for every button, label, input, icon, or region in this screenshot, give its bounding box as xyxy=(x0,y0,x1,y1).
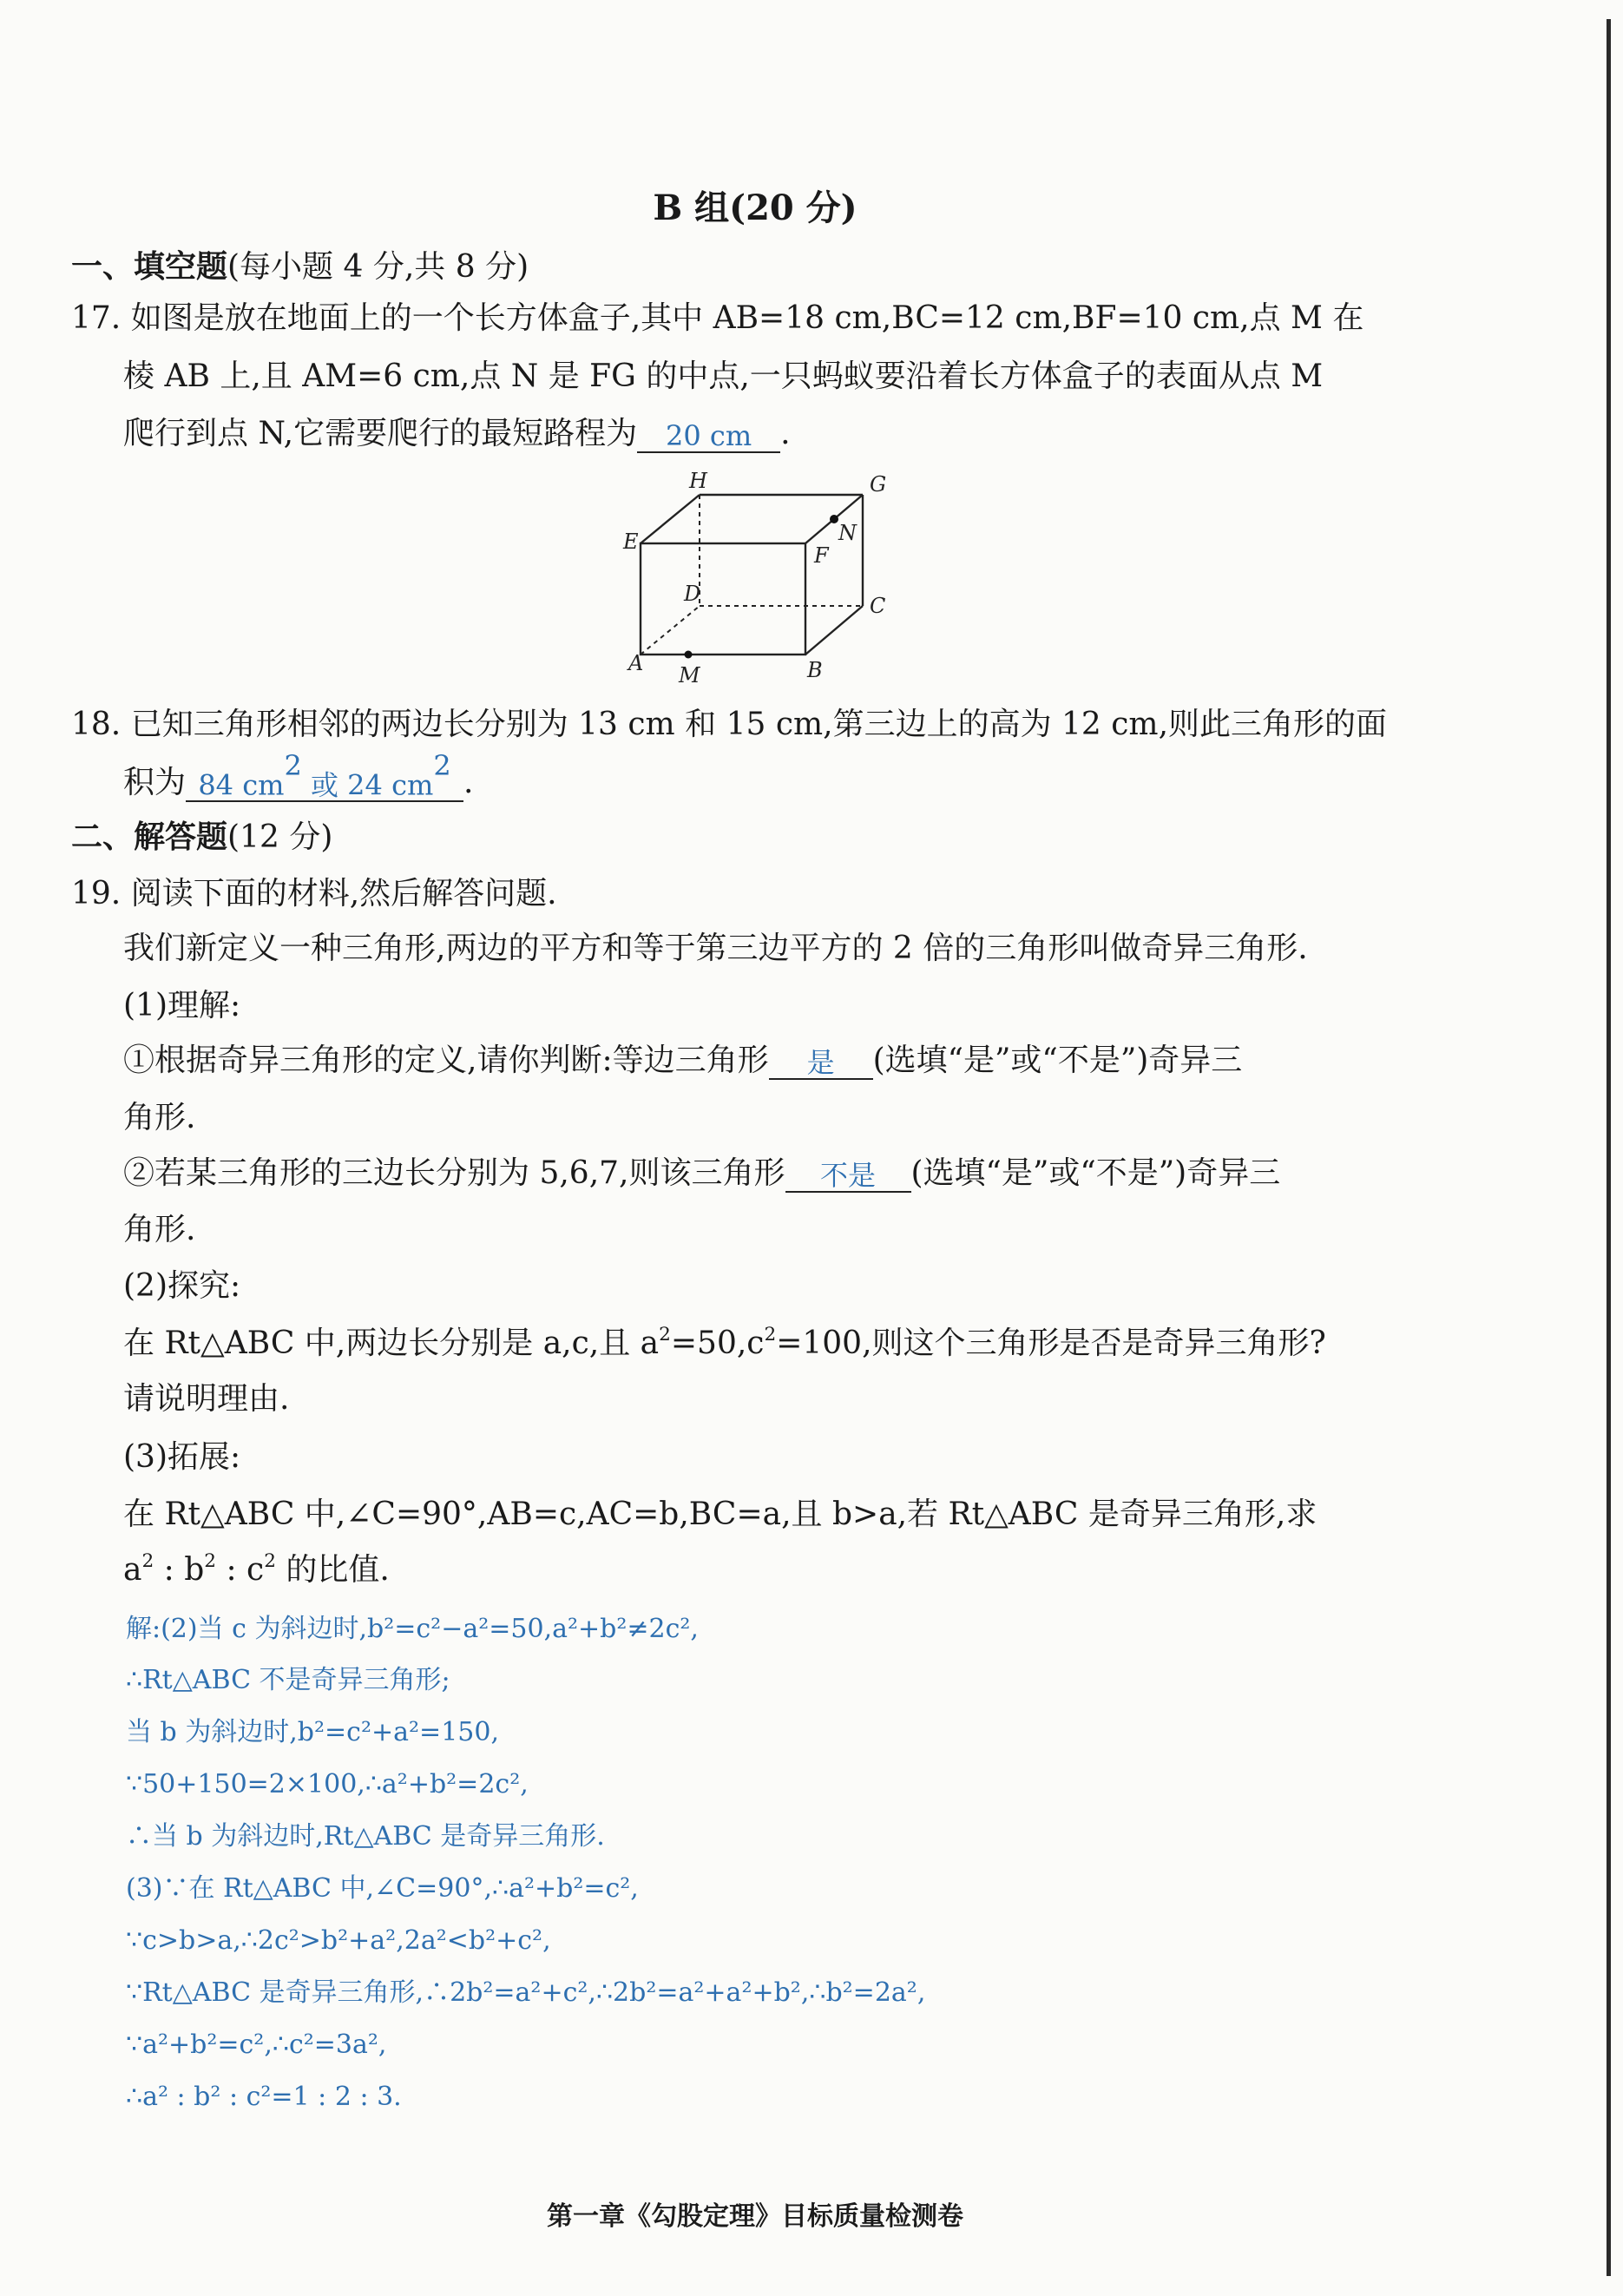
q17-line1: 17. 如图是放在地面上的一个长方体盒子,其中 AB=18 cm,BC=12 cm,BF=10 cm,点 M 在 xyxy=(71,300,1364,336)
q19-part2-label: (2)探究: xyxy=(123,1268,241,1304)
q19-line1: 19. 阅读下面的材料,然后解答问题. xyxy=(71,876,557,911)
q19-part1-label: (1)理解: xyxy=(123,988,241,1023)
section1-note: (每小题 4 分,共 8 分) xyxy=(227,249,529,285)
q19-part1b-text: ②若某三角形的三边长分别为 5,6,7,则该三角形 xyxy=(123,1155,785,1191)
q17-line3-text: 爬行到点 N,它需要爬行的最短路程为 xyxy=(123,416,638,451)
solution-line-8: ∵Rt△ABC 是奇异三角形,∴2b²=a²+c²,∴2b²=a²+a²+b²,∴b²=2a², xyxy=(126,1977,926,2008)
q19-part1b xyxy=(123,1155,1280,1193)
label-e: E xyxy=(623,530,639,554)
solution-line-1: 解:(2)当 c 为斜边时,b²=c²−a²=50,a²+b²≠2c², xyxy=(126,1614,699,1644)
q19-part3-line1: 在 Rt△ABC 中,∠C=90°,AB=c,AC=b,BC=a,且 b>a,若 Rt△ABC 是奇异三角形,求 xyxy=(123,1497,1317,1532)
q18-answer-sup-b: 2 xyxy=(433,749,451,782)
q19-part2-sup-a: 2 xyxy=(659,1323,671,1345)
q17-answer-blank xyxy=(637,417,780,453)
section1-heading xyxy=(71,247,529,286)
q19-part1b-answer: 不是 xyxy=(819,1159,876,1192)
q17-answer: 20 cm xyxy=(666,419,752,452)
q19-part1a-answer: 是 xyxy=(806,1046,835,1079)
section2-heading-text: 二、解答题 xyxy=(71,819,228,855)
point-m xyxy=(685,651,693,659)
q19-part3-label: (3)拓展: xyxy=(123,1439,241,1475)
q18-line2 xyxy=(123,749,474,802)
q19-part1b-blank xyxy=(785,1156,911,1193)
q19-part1a xyxy=(123,1042,1242,1080)
solution-line-2: ∴Rt△ABC 不是奇异三角形; xyxy=(126,1665,450,1695)
q18-answer-b: 或 24 cm xyxy=(301,768,434,802)
q19-part2-sup-c: 2 xyxy=(764,1323,777,1345)
solution-line-4: ∵50+150=2×100,∴a²+b²=2c², xyxy=(126,1769,529,1799)
q18-line1: 18. 已知三角形相邻的两边长分别为 13 cm 和 15 cm,第三边上的高为 12 cm,则此三角形的面 xyxy=(71,707,1388,742)
q19-part1a-blank xyxy=(769,1043,873,1080)
q18-line2-end: . xyxy=(463,765,474,800)
solution-line-7: ∵c>b>a,∴2c²>b²+a²,2a²<b²+c², xyxy=(126,1925,551,1956)
solution-line-10: ∴a² : b² : c²=1 : 2 : 3. xyxy=(126,2082,402,2112)
solution-line-5: ∴当 b 为斜边时,Rt△ABC 是奇异三角形. xyxy=(126,1821,605,1852)
section2-heading xyxy=(71,818,332,857)
q19-part2-line1 xyxy=(123,1325,1326,1363)
page-title: B 组(20 分) xyxy=(653,187,857,228)
label-b: B xyxy=(807,658,823,682)
solution-line-9: ∵a²+b²=c²,∴c²=3a², xyxy=(126,2030,387,2060)
label-f: F xyxy=(814,543,829,568)
q19-part3-b: : b xyxy=(154,1552,205,1588)
q19-part2-text-a: 在 Rt△ABC 中,两边长分别是 a,c,且 a xyxy=(123,1326,660,1361)
q19-part3-line2 xyxy=(123,1551,390,1589)
q19-part3-sup-b: 2 xyxy=(204,1549,217,1572)
q18-line2-text: 积为 xyxy=(123,765,187,800)
q19-part2-line2: 请说明理由. xyxy=(123,1381,290,1417)
label-h: H xyxy=(689,469,707,493)
q19-part1a-text: ①根据奇异三角形的定义,请你判断:等边三角形 xyxy=(123,1043,769,1078)
q19-part3-sup-a: 2 xyxy=(141,1549,154,1572)
solution-line-6: (3)∵在 Rt△ABC 中,∠C=90°,∴a²+b²=c², xyxy=(126,1873,639,1904)
q19-part2-text-b: =50,c xyxy=(670,1326,765,1361)
label-m: M xyxy=(679,663,700,687)
label-a: A xyxy=(628,651,644,675)
q19-part2-text-c: =100,则这个三角形是否是奇异三角形? xyxy=(776,1326,1326,1361)
page-footer: 第一章《勾股定理》目标质量检测卷 xyxy=(547,2201,963,2232)
label-g: G xyxy=(870,472,887,497)
q18-answer-sup-a: 2 xyxy=(284,749,302,782)
q17-line3-end: . xyxy=(780,416,791,451)
cuboid-figure xyxy=(616,469,911,694)
edge-eh xyxy=(641,495,700,543)
edge-bc xyxy=(805,606,863,655)
section1-heading-text: 一、填空题 xyxy=(71,248,228,285)
q19-part3-sup-c: 2 xyxy=(264,1549,276,1572)
hidden-edge-ad xyxy=(641,606,700,655)
q19-part3-a: a xyxy=(123,1552,142,1588)
q18-answer-blank xyxy=(186,749,463,802)
q18-answer-a: 84 cm xyxy=(198,768,285,802)
label-d: D xyxy=(684,582,701,606)
q19-line2: 我们新定义一种三角形,两边的平方和等于第三边平方的 2 倍的三角形叫做奇异三角形. xyxy=(123,931,1308,966)
q17-line2: 棱 AB 上,且 AM=6 cm,点 N 是 FG 的中点,一只蚂蚁要沿着长方体盒子的表面从点 M xyxy=(123,359,1324,394)
page-edge xyxy=(1607,19,1611,2276)
q17-line3 xyxy=(123,415,791,453)
point-n xyxy=(830,515,838,523)
section2-note: (12 分) xyxy=(227,819,333,855)
solution-line-3: 当 b 为斜边时,b²=c²+a²=150, xyxy=(126,1717,499,1747)
q19-part3-d: 的比值. xyxy=(275,1552,390,1588)
front-face xyxy=(641,543,805,655)
q19-part1b-choice: (选填“是”或“不是”)奇异三 xyxy=(910,1155,1281,1191)
q19-part3-c: : c xyxy=(216,1552,265,1588)
q19-part1a-choice: (选填“是”或“不是”)奇异三 xyxy=(872,1043,1243,1078)
q19-part1b-cont: 角形. xyxy=(123,1212,196,1247)
label-c: C xyxy=(870,594,886,618)
q19-part1a-cont: 角形. xyxy=(123,1100,196,1135)
label-n: N xyxy=(838,521,857,545)
